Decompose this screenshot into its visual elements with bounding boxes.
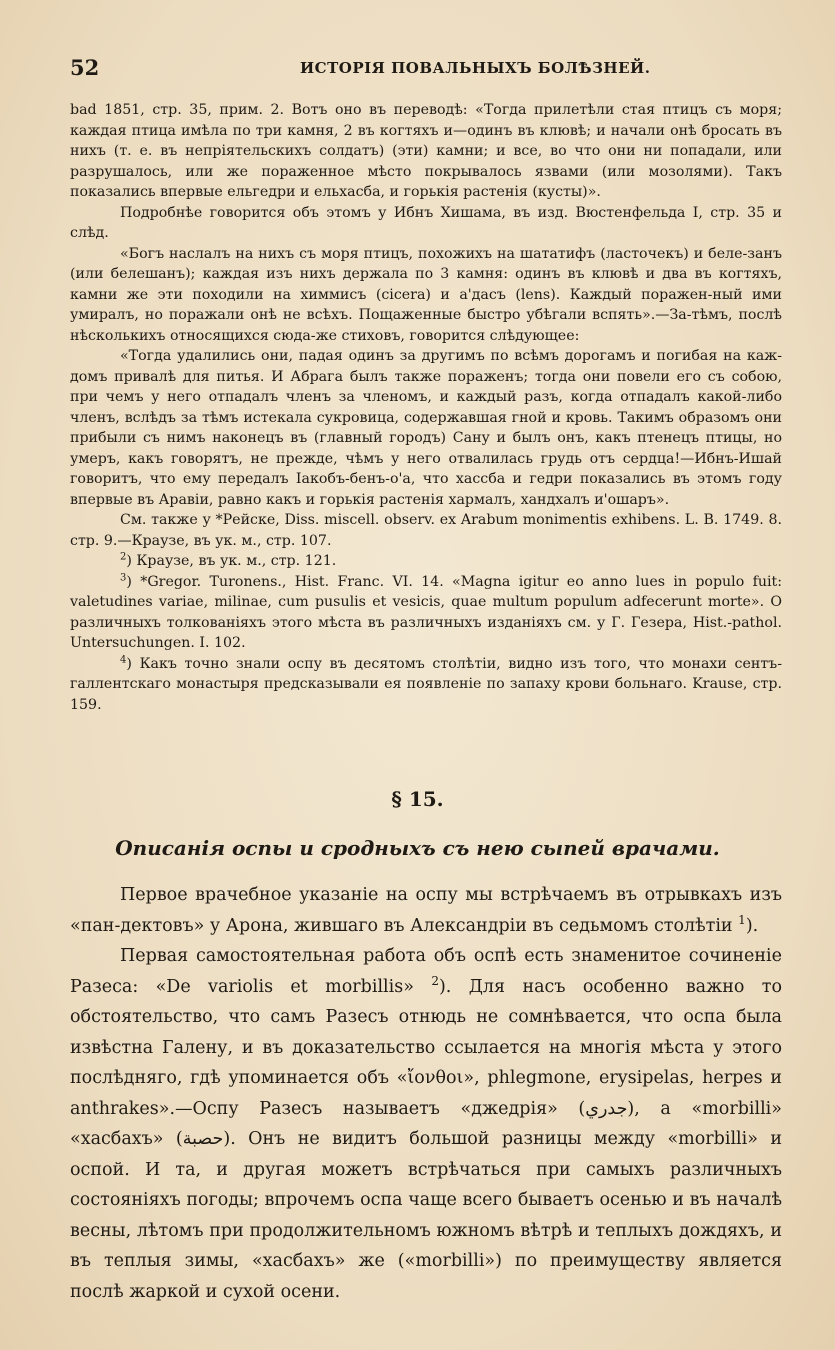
footnote-text: *Gregor. Turonens., Hist. Franc. VI. 14. «Magna igitur eo anno lues in populo fuit: valetudines variae, milinae, cum pusulis et vesicis, quae multum populum adfecerunt morte». О различныхъ толкованіяхъ этого мѣста въ различныхъ изданіяхъ см. у Г. Гезера, Hist.-pathol. Untersuchungen. I. 102. — [70, 573, 782, 651]
footnote-3: $^3$) *Gregor. Turonens., Hist. Franc. VI. 14. «Magna igitur eo anno lues in populo fuit: valetudines variae, milinae, cum pusulis et vesicis, quae multum populum adfecerunt morte». О различныхъ толкованіяхъ этого мѣста въ различныхъ изданіяхъ см. у Г. Гезера, Hist.-pathol. Untersuchungen. I. 102. — [70, 571, 782, 651]
footnote-2: $^2$) Краузе, въ ук. м., стр. 121. — [120, 551, 337, 569]
footnote-paragraph: «Богъ наслалъ на нихъ съ моря птицъ, похожихъ на шататифъ (ласточекъ) и беле-занъ (или белешанъ); каждая изъ нихъ держала по 3 камня: одинъ въ клювѣ и два въ когтяхъ, камни же эти походили на химмисъ (cicera) и а'дасъ (lens). Каждый поражен-ный ими умиралъ, но поражали онѣ не всѣхъ. Пощаженные быстро убѣгали вспять».—За-тѣмъ, послѣ нѣсколькихъ относящихся сюда-же стиховъ, говорится слѣдующее: — [70, 245, 782, 344]
page-number: 52 — [70, 55, 100, 80]
footnotes-block — [70, 100, 782, 715]
footnote-marker: 3 — [120, 571, 127, 583]
body-paragraph — [70, 880, 782, 941]
body-paragraph — [70, 941, 782, 1307]
section-title: Описанія оспы и сродныхъ съ нею сыпей врачами. — [115, 836, 720, 860]
footnote-paragraph: «Тогда удалились они, падая одинъ за другимъ по всѣмъ дорогамъ и погибая на каж-домъ привалѣ для питья. И Абрага былъ также пораженъ; тогда они повели его съ собою, при чемъ у него отпадалъ членъ за членомъ, и каждый разъ, когда отпадалъ какой-либо членъ, вслѣдъ за тѣмъ истекала сукровица, содержавшая гной и кровь. Такимъ образомъ они прибыли съ нимъ наконецъ въ (главный городъ) Сану и былъ онъ, какъ птенецъ птицы, но умеръ, какъ говорятъ, не прежде, чѣмъ у него отвалилась грудь отъ сердца!—Ибнъ-Ишай говоритъ, что ему передалъ Іакобъ-бенъ-о'а, что хассба и гедри показались въ этомъ году впервые въ Аравіи, равно какъ и горькія растенія хармалъ, хандхалъ и'ошаръ». — [70, 348, 782, 508]
footnote-marker: 4 — [120, 653, 127, 665]
footnote-marker: 2 — [120, 551, 127, 563]
main-text — [70, 880, 782, 1307]
footnote-ref: 2 — [431, 973, 439, 988]
footnote-paragraph: См. также у *Рейске, Diss. miscell. observ. ex Arabum monimentis exhibens. L. B. 1749. 8. стр. 9.—Краузе, въ ук. м., стр. 107. — [70, 512, 782, 549]
section-number: § 15. — [391, 787, 444, 811]
body-text: ). — [745, 915, 759, 936]
footnote-paragraph: Подробнѣе говорится объ этомъ у Ибнъ Хишама, въ изд. Вюстенфельда I, стр. 35 и слѣд. — [70, 204, 782, 241]
body-text: Первая самостоятельная работа объ оспѣ есть знаменитое сочиненіе Разеса: «De variolis et morbillis» — [70, 946, 782, 997]
footnote-ref: 1 — [738, 912, 746, 927]
footnote-text: Краузе, въ ук. м., стр. 121. — [136, 553, 337, 569]
footnote-paragraph: bad 1851, стр. 35, прим. 2. Вотъ оно въ переводѣ: «Тогда прилетѣли стая птицъ съ моря; каждая птица имѣла по три камня, 2 въ когтяхъ и—одинъ въ клювѣ; и начали онѣ бросать въ нихъ (т. е. въ непріятельскихъ солдатъ) (эти) камни; и все, во что они ни попадали, или разрушалось, или же пораженное мѣсто покрывалось язвами (или мозолями). Такъ показались впервые ельгедри и ельхасба, и горькія растенія (кусты)». — [70, 102, 782, 200]
footnote-text: Какъ точно знали оспу въ десятомъ столѣтіи, видно изъ того, что монахи сентъ-галлентскаго монастыря предсказывали ея появленіе по запаху крови больнаго. Krause, стр. 159. — [70, 655, 783, 713]
body-text: Первое врачебное указаніе на оспу мы встрѣчаемъ въ отрывкахъ изъ «пан-дектовъ» у Арона, жившаго въ Александріи въ седьмомъ столѣтіи — [70, 885, 782, 936]
running-title: ИСТОРІЯ ПОВАЛЬНЫХЪ БОЛѢЗНЕЙ. — [300, 59, 651, 77]
body-text: ). Для насъ особенно важно то обстоятельство, что самъ Разесъ отнюдь не сомнѣвается, что оспа была извѣстна Галену, и въ доказательство ссылается на многія мѣста у этого послѣдняго, гдѣ упоминается объ «ἴονθοι», phlegmone, erysipelas, herpes и anthrakes».—Оспу Разесъ называетъ «джедрія» (جدري), а «morbilli» «хасбахъ» (حصبة). Онъ не видитъ большой разницы между «morbilli» и оспой. И та, и другая можетъ встрѣчаться при самыхъ различныхъ состояніяхъ погоды; впрочемъ оспа чаще всего бываетъ осенью и въ началѣ весны, лѣтомъ при продолжительномъ южномъ вѣтрѣ и теплыхъ дождяхъ, и въ теплыя зимы, «хасбахъ» же («morbilli») по преимуществу является послѣ жаркой и сухой осени. — [70, 976, 782, 1302]
footnote-4: $^4$) Какъ точно знали оспу въ десятомъ столѣтіи, видно изъ того, что монахи сентъ-галлентскаго монастыря предсказывали ея появленіе по запаху крови больнаго. Krause, стр. 159. — [70, 653, 783, 713]
page-header — [70, 55, 775, 85]
